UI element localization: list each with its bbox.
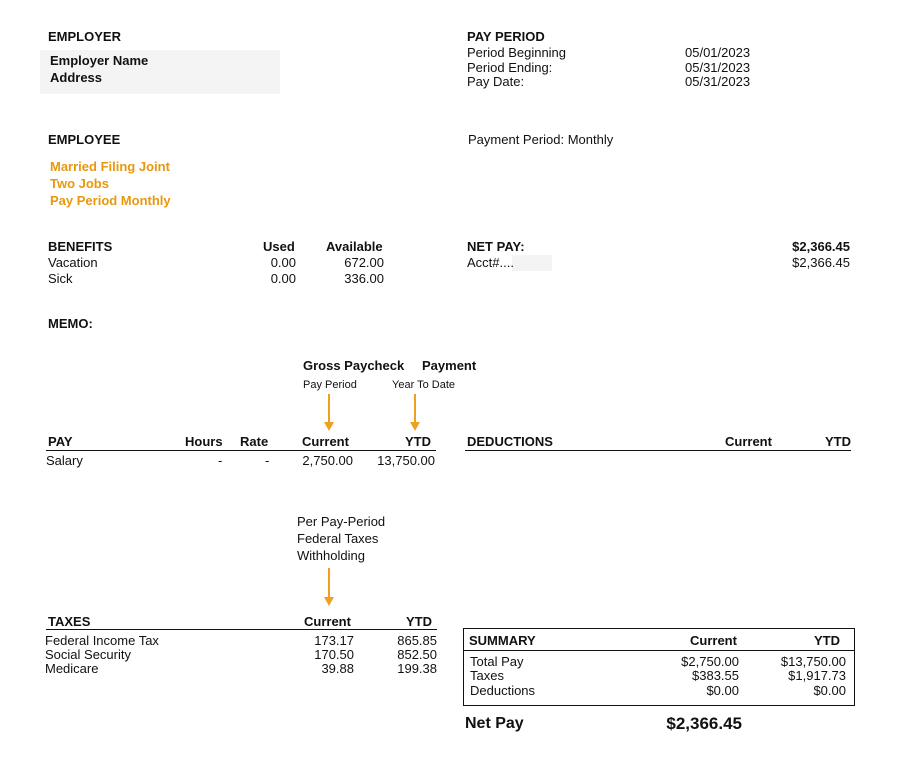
pay-table-rule xyxy=(46,450,436,451)
summary-row-current: $0.00 xyxy=(706,683,739,698)
summary-ytd-header: YTD xyxy=(814,633,840,648)
net-pay-heading: NET PAY: xyxy=(467,239,525,254)
arrow-head-icon xyxy=(324,422,334,431)
tax-row-ytd: 852.50 xyxy=(397,647,437,662)
pay-row-label: Salary xyxy=(46,453,83,468)
net-pay-total-amount: $2,366.45 xyxy=(666,714,742,733)
period-ending-value: 05/31/2023 xyxy=(685,60,751,75)
pay-period-annotation: Pay Period xyxy=(303,379,357,391)
federal-annotation-line: Federal Taxes xyxy=(297,531,379,546)
pay-row-ytd: 13,750.00 xyxy=(377,453,435,468)
employee-note: Two Jobs xyxy=(50,176,109,191)
gross-paycheck-annotation: Gross Paycheck xyxy=(303,358,405,373)
account-label: Acct#.... xyxy=(467,255,514,270)
tax-row-current: 170.50 xyxy=(314,647,354,662)
benefit-used: 0.00 xyxy=(270,255,296,270)
pay-date-value: 05/31/2023 xyxy=(685,74,751,89)
net-pay-amount: $2,366.45 xyxy=(792,239,850,254)
taxes-table-rule xyxy=(46,629,437,630)
employee-note: Married Filing Joint xyxy=(50,159,170,174)
deductions-header: DEDUCTIONS xyxy=(467,434,553,449)
redacted-account xyxy=(512,255,552,271)
benefits-available-header: Available xyxy=(326,239,383,254)
period-beginning-label: Period Beginning xyxy=(467,45,567,60)
pay-row-rate: - xyxy=(265,453,270,468)
ytd-annotation: Year To Date xyxy=(392,379,455,391)
tax-row-current: 173.17 xyxy=(314,633,354,648)
payment-annotation: Payment xyxy=(422,358,477,373)
taxes-header: TAXES xyxy=(48,614,91,629)
payment-period: Payment Period: Monthly xyxy=(468,132,614,147)
summary-current-header: Current xyxy=(690,633,737,648)
tax-row-label: Federal Income Tax xyxy=(45,633,159,648)
summary-row-label: Total Pay xyxy=(470,654,524,669)
pay-period-heading: PAY PERIOD xyxy=(467,29,545,44)
arrow-down-icon xyxy=(328,394,330,423)
tax-row-current: 39.88 xyxy=(321,661,354,676)
summary-row-current: $383.55 xyxy=(692,668,739,683)
taxes-current-header: Current xyxy=(304,614,351,629)
deductions-table-rule xyxy=(465,450,851,451)
employer-heading: EMPLOYER xyxy=(48,29,121,44)
pay-date-label: Pay Date: xyxy=(467,74,525,89)
benefits-used-header: Used xyxy=(263,239,295,254)
net-pay-total-label: Net Pay xyxy=(465,715,524,732)
period-ending-label: Period Ending: xyxy=(467,60,553,75)
benefit-label: Vacation xyxy=(48,255,98,270)
summary-row-label: Deductions xyxy=(470,683,536,698)
hours-header: Hours xyxy=(185,434,223,449)
benefit-available: 336.00 xyxy=(344,271,384,286)
summary-row-ytd: $1,917.73 xyxy=(788,668,846,683)
summary-rule xyxy=(464,650,854,651)
tax-row-ytd: 199.38 xyxy=(397,661,437,676)
summary-row-ytd: $13,750.00 xyxy=(780,654,846,669)
benefits-heading: BENEFITS xyxy=(48,239,113,254)
taxes-ytd-header: YTD xyxy=(406,614,432,629)
pay-row-current: 2,750.00 xyxy=(302,453,353,468)
summary-row-label: Taxes xyxy=(470,668,504,683)
arrow-head-icon xyxy=(410,422,420,431)
pay-ytd-header: YTD xyxy=(405,434,431,449)
federal-annotation-line: Per Pay-Period xyxy=(297,514,386,529)
deductions-ytd-header: YTD xyxy=(825,434,851,449)
tax-row-label: Social Security xyxy=(45,647,131,662)
employer-name: Employer Name xyxy=(50,53,149,68)
tax-row-label: Medicare xyxy=(45,661,99,676)
period-beginning-value: 05/01/2023 xyxy=(685,45,751,60)
benefit-used: 0.00 xyxy=(270,271,296,286)
employer-address: Address xyxy=(50,70,103,85)
pay-row-hours: - xyxy=(218,453,223,468)
federal-annotation-line: Withholding xyxy=(297,548,365,563)
summary-row-ytd: $0.00 xyxy=(813,683,846,698)
benefit-label: Sick xyxy=(48,271,73,286)
arrow-down-icon xyxy=(328,568,330,598)
pay-current-header: Current xyxy=(302,434,349,449)
arrow-head-icon xyxy=(324,597,334,606)
memo-label: MEMO: xyxy=(48,316,93,331)
arrow-down-icon xyxy=(414,394,416,423)
rate-header: Rate xyxy=(240,434,269,449)
pay-header: PAY xyxy=(48,434,73,449)
employee-note: Pay Period Monthly xyxy=(50,193,171,208)
employee-heading: EMPLOYEE xyxy=(48,132,121,147)
deductions-current-header: Current xyxy=(725,434,772,449)
summary-row-current: $2,750.00 xyxy=(681,654,739,669)
summary-header: SUMMARY xyxy=(469,633,536,648)
account-amount: $2,366.45 xyxy=(792,255,850,270)
tax-row-ytd: 865.85 xyxy=(397,633,437,648)
benefit-available: 672.00 xyxy=(344,255,384,270)
